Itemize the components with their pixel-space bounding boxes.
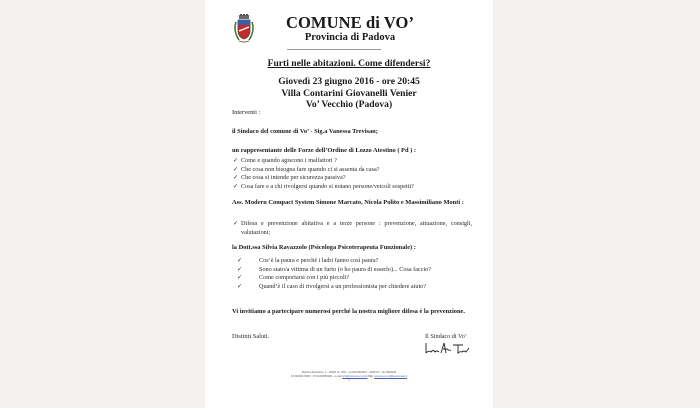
list-item: ✓ Che cosa si intende per sicurezza passiva?	[233, 174, 346, 182]
signature-label: Il Sindaco di Vo’	[425, 333, 467, 340]
speaker-psychologist: la Dott.ssa Silvia Ravazzolo (Psicologa Psicoterapeuta Funzionale) :	[232, 244, 416, 251]
page-number: 1	[348, 379, 350, 383]
check-icon: ✓	[237, 266, 243, 273]
greeting: Distinti Saluti.	[232, 333, 270, 340]
event-venue: Villa Contarini Giovanelli Venier	[281, 87, 417, 99]
speaker-association: Ass. Modern Compact System Simone Marcato, Nicola Polito e Massimiliano Monti :	[232, 199, 464, 206]
check-icon: ✓	[237, 275, 243, 282]
police-topics-list	[233, 157, 414, 191]
list-item: ✓ Quand’è il caso di rivolgersi a un professionista per chiedere aiuto?	[237, 282, 427, 290]
list-item: ✓ Cosa fare e a chi rivolgersi quando si notano persone/veicoli sospetti?	[233, 182, 414, 190]
list-item: ✓ Cos’è la paura e perché i ladri fanno così paura?	[237, 257, 379, 264]
email-link[interactable]: info@comune.vo.pd.it	[342, 375, 368, 379]
pec-link[interactable]: comune.vo.pd@pecveneto.it	[374, 375, 408, 379]
province-subtitle: Provincia di Padova	[304, 32, 396, 43]
list-item: ✓ Sono stato/a vittima di un furto (o ho paura di esserlo)... Cosa faccio?	[237, 265, 432, 273]
check-icon: ✓	[233, 175, 239, 182]
header-divider	[287, 49, 381, 50]
event-info	[205, 76, 493, 111]
check-icon: ✓	[233, 166, 239, 173]
list-item: ✓ Difesa e prevenzione abitativa e a terze persone : prevenzione, attuazione, consigli, valutazioni;	[233, 220, 472, 236]
list-item: ✓ Come e quando agiscono i malfattori ?	[233, 157, 337, 164]
psychologist-topics-list	[237, 257, 432, 291]
list-item: ✓ Come comportarsi con i più piccoli?	[237, 274, 350, 282]
event-date-time: Giovedì 23 giugno 2016 - ore 20:45	[278, 76, 420, 87]
check-icon: ✓	[237, 258, 243, 264]
check-icon: ✓	[233, 183, 239, 190]
check-icon: ✓	[233, 158, 239, 164]
footer-address: Piazza Liberazione, 1 - 35030 Vo’ (PD) - tel 049 9940027 - 9940177 - fax 9940044	[301, 371, 397, 374]
check-icon: ✓	[237, 283, 243, 290]
list-item: ✓ Che cosa non bisogna fare quando ci si assenta da casa?	[233, 165, 380, 173]
document-page	[205, 0, 493, 408]
signature-icon	[425, 341, 473, 355]
document-title: Furti nelle abitazioni. Come difendersi?	[267, 58, 431, 69]
event-location: Vo’ Vecchio (Padova)	[305, 99, 393, 110]
footer-contacts: CF 82001170287 - PI 01404550282 - e-mail info@comune.vo.pd.it PEC comune.vo.pd@pecveneto.it	[290, 375, 408, 379]
document-footer	[205, 371, 493, 384]
association-topics-list	[233, 220, 472, 237]
municipality-title: COMUNE di VO’	[285, 13, 415, 32]
closing-invitation: Vi invitiamo a partecipare numerosi perché la nostra migliore difesa è la prevenzione.	[232, 308, 465, 315]
check-icon: ✓	[233, 221, 239, 227]
speaker-mayor: il Sindaco del comune di Vo’ - Sig.a Vanessa Trevisan;	[232, 128, 378, 135]
interventi-label: Interventi :	[232, 109, 261, 116]
coat-of-arms-icon	[233, 14, 255, 44]
speaker-police: un rappresentante delle Forze dell’Ordine di Lozzo Atestino ( Pd ) :	[232, 147, 416, 154]
